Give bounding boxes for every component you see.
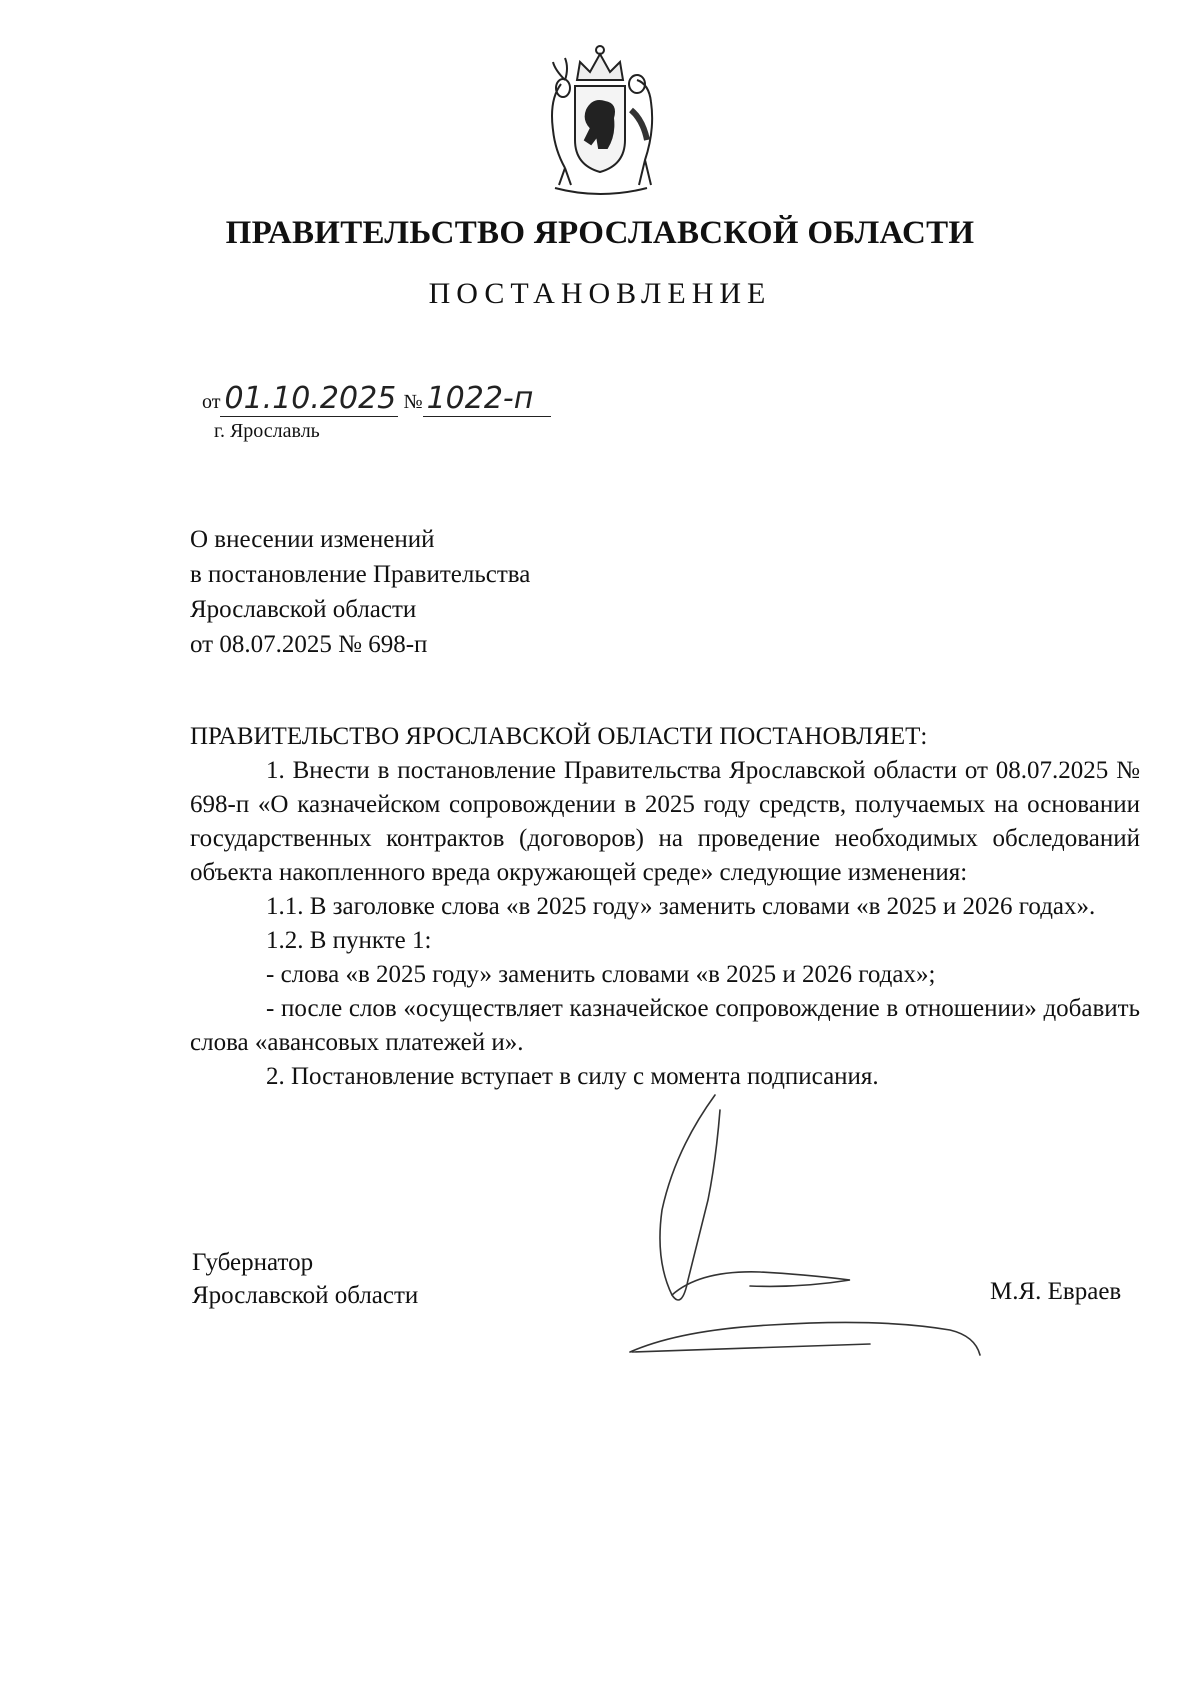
subject-line: Ярославской области	[190, 596, 417, 623]
date-line	[202, 381, 551, 417]
signature-icon	[620, 1090, 1040, 1390]
date-prefix: от	[202, 391, 221, 413]
organization-title: ПРАВИТЕЛЬСТВО ЯРОСЛАВСКОЙ ОБЛАСТИ	[225, 215, 975, 251]
signatory-title-line: Ярославской области	[192, 1282, 419, 1309]
preamble: ПРАВИТЕЛЬСТВО ЯРОСЛАВСКОЙ ОБЛАСТИ ПОСТАНОВЛЯЕТ:	[190, 723, 928, 750]
paragraph-1-2: 1.2. В пункте 1:	[266, 927, 432, 954]
coat-of-arms-icon	[535, 40, 665, 200]
paragraph-1-2-a: - слова «в 2025 году» заменить словами «в 2025 и 2026 годах»;	[266, 961, 936, 988]
subject-line: в постановление Правительства	[190, 561, 531, 588]
place-of-issue: г. Ярославль	[214, 420, 320, 442]
paragraph-1: 1. Внести в постановление Правительства Ярославской области от 08.07.2025 № 698-п «О казначейском сопровождении в 2025 году средств, получаемых на основании государственных контрактов (договоров) на проведение необходимых обследований объекта накопленного вреда окружающей среде» следующие изменения:	[190, 757, 1140, 886]
paragraph-2: 2. Постановление вступает в силу с момента подписания.	[266, 1063, 879, 1090]
signatory-name: М.Я. Евраев	[990, 1278, 1122, 1305]
document-subject	[190, 522, 530, 662]
number-sign: №	[403, 391, 423, 413]
document-date: 01.10.2025	[224, 381, 397, 416]
subject-line: О внесении изменений	[190, 526, 435, 553]
paragraph-1-1: 1.1. В заголовке слова «в 2025 году» заменить словами «в 2025 и 2026 годах».	[266, 893, 1096, 920]
subject-line: от 08.07.2025 № 698-п	[190, 631, 428, 658]
document-number: 1022-п	[426, 381, 534, 416]
signatory-title-line: Губернатор	[192, 1249, 314, 1276]
document-body	[190, 720, 1140, 1094]
document-type: ПОСТАНОВЛЕНИЕ	[428, 277, 772, 310]
signatory-title	[192, 1246, 418, 1312]
paragraph-1-2-b: - после слов «осуществляет казначейское сопровождение в отношении» добавить слова «авансовых платежей и».	[190, 995, 1140, 1056]
